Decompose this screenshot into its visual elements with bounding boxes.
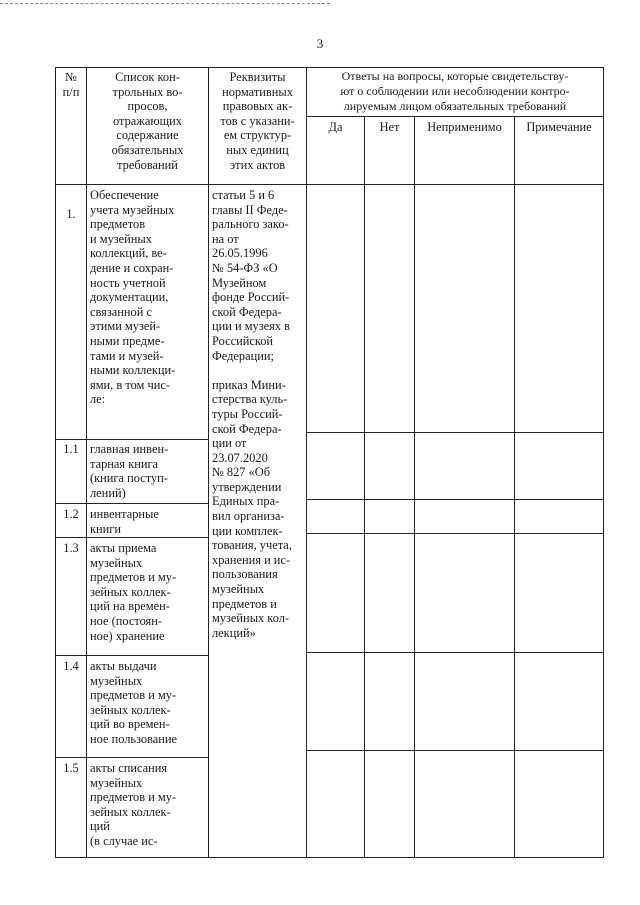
header-questions: Список кон- трольных во- просов, отражающих содержание обязательных требований xyxy=(111,70,184,172)
row-line xyxy=(55,537,208,538)
header-bottom-line xyxy=(55,184,604,185)
row-line xyxy=(55,503,208,504)
row-num: 1.5 xyxy=(63,761,79,775)
row-line xyxy=(55,655,208,656)
table-border-right xyxy=(603,67,604,858)
row-num: 1. xyxy=(66,207,76,221)
header-yes: Да xyxy=(328,120,343,134)
col-line xyxy=(86,67,87,858)
row-question: Обеспечение учета музейных предметов и музейных коллекций, ве- дение и сохран- ность учетной документации, связанной с этими музей- ными предме- тами и музей- ными коллекци- ями, в том чис- ле: xyxy=(90,188,176,407)
header-note: Примечание xyxy=(526,120,592,134)
checklist-table xyxy=(55,67,604,857)
col-line xyxy=(414,116,415,858)
page-number: 3 xyxy=(316,36,324,51)
row-num: 1.3 xyxy=(63,541,79,555)
row-num: 1.1 xyxy=(63,442,79,456)
col-line xyxy=(364,116,365,858)
answers-row-line xyxy=(306,499,604,500)
header-num: № п/п xyxy=(62,70,80,99)
header-requisites: Реквизиты нормативных правовых ак- тов с указани- ем структур- ных единиц этих актов xyxy=(220,70,295,172)
table-border-bottom xyxy=(55,857,604,858)
row-question: акты приема музейных предметов и му- зейных коллек- ций на времен- ное (постоян- ное) хранение xyxy=(90,541,177,643)
col-line xyxy=(514,116,515,858)
answers-subheader-line xyxy=(306,116,604,117)
row-num: 1.4 xyxy=(63,659,79,673)
answers-row-line xyxy=(306,533,604,534)
row-num: 1.2 xyxy=(63,507,79,521)
col-line xyxy=(306,67,307,858)
row-question: главная инвен- тарная книга (книга поступ- лений) xyxy=(90,442,169,500)
answers-row-line xyxy=(306,432,604,433)
header-not-applicable: Неприменимо xyxy=(427,120,502,134)
answers-row-line xyxy=(306,750,604,751)
row-question: акты списания музейных предметов и му- зейных коллек- ций (в случае ис- xyxy=(90,761,177,848)
col-line xyxy=(208,67,209,858)
requisites-cell: статьи 5 и 6 главы II Феде- рального зако- на от 26.05.1996 № 54-ФЗ «О Музейном фонде Россий- ской Федера- ции и музеях в Российской Федерации; приказ Мини- стерства куль- туры Россий- ской Федера- ции от 23.07.2020 № 827 «Об утверждении Единых пра- вил организа- ции комплек- тования, учета, хранения и ис- пользования музейных предметов и музейных кол- лекций» xyxy=(212,188,292,640)
table-border-top xyxy=(55,67,604,68)
row-line xyxy=(55,439,208,440)
top-dashed-rule xyxy=(0,3,330,4)
header-no: Нет xyxy=(379,120,400,134)
answers-row-line xyxy=(306,652,604,653)
row-question: акты выдачи музейных предметов и му- зейных коллек- ций во времен- ное пользование xyxy=(90,659,178,746)
header-answers-group: Ответы на вопросы, которые свидетельству- ют о соблюдении или несоблюдении контро- лируемым лицом обязательных требований xyxy=(340,69,570,113)
row-line xyxy=(55,757,208,758)
table-border-left xyxy=(55,67,56,858)
row-question: инвентарные книги xyxy=(90,507,159,536)
